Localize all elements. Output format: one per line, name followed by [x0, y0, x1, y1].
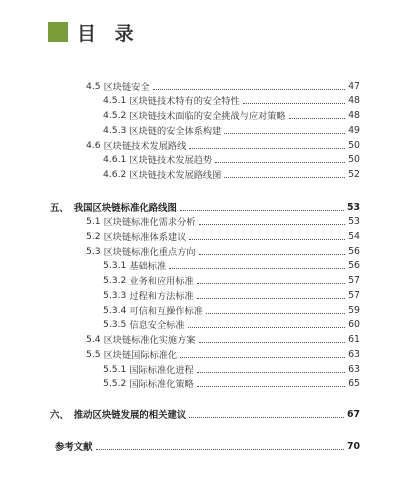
toc-page-number: 61	[348, 333, 360, 345]
toc-number: 4.6	[86, 139, 101, 151]
dot-leader	[224, 133, 345, 134]
toc-label: 信息安全标准	[129, 320, 185, 331]
toc-label: 国际标准化策略	[129, 379, 194, 390]
toc-number: 5.3.5	[103, 318, 127, 330]
toc-chapter-entry[interactable]	[50, 439, 360, 453]
toc-entry[interactable]	[86, 138, 360, 152]
toc-page-number: 54	[348, 230, 360, 242]
toc-number: 4.6.2	[103, 168, 127, 180]
toc-label: 国际标准化进程	[129, 365, 194, 376]
toc-entry[interactable]	[86, 332, 360, 346]
toc-number: 5.2	[86, 230, 101, 242]
toc-entry[interactable]	[103, 152, 360, 166]
toc-number: 4.5	[86, 80, 101, 92]
toc-page-number: 50	[348, 139, 360, 151]
toc-number: 4.5.3	[103, 124, 127, 136]
dot-leader	[224, 177, 345, 178]
dot-leader	[199, 224, 346, 225]
toc-page-number: 52	[348, 168, 360, 180]
toc-label: 推动区块链发展的相关建议	[73, 410, 187, 421]
toc-label: 区块链技术发展路线图	[129, 170, 222, 181]
toc-page-number: 47	[348, 80, 360, 92]
toc-page-number: 63	[348, 348, 360, 360]
toc-entry[interactable]	[86, 229, 360, 243]
toc-entry[interactable]	[103, 273, 360, 287]
toc-page-number: 59	[348, 304, 360, 316]
toc-entry[interactable]	[103, 123, 360, 137]
dot-leader	[189, 239, 345, 240]
toc-label: 区块链标准化需求分析	[103, 217, 196, 228]
toc-entry[interactable]	[103, 317, 360, 331]
toc-entry[interactable]	[103, 303, 360, 317]
dot-leader	[215, 162, 345, 163]
toc-entry[interactable]	[103, 93, 360, 107]
toc-label: 参考文献	[55, 442, 93, 453]
dot-leader	[243, 103, 345, 104]
toc-entry[interactable]	[103, 376, 360, 390]
toc-number: 5.3	[86, 245, 101, 257]
dot-leader	[197, 298, 345, 299]
dot-leader	[199, 342, 346, 343]
toc-entry[interactable]	[86, 79, 360, 93]
toc-label: 区块链的安全体系构建	[129, 126, 222, 137]
toc-label: 区块链技术特有的安全特性	[129, 96, 240, 107]
toc-label: 区块链国际标准化	[103, 350, 178, 361]
toc-page-number: 48	[348, 109, 360, 121]
toc-entry[interactable]	[86, 347, 360, 361]
dot-leader	[197, 372, 345, 373]
toc-number: 5.3.1	[103, 259, 127, 271]
dot-leader	[206, 313, 345, 314]
toc-number: 4.5.1	[103, 94, 127, 106]
toc-entry[interactable]	[103, 258, 360, 272]
toc-page-number: 53	[348, 215, 360, 227]
toc-label: 区块链标准化重点方向	[103, 247, 196, 258]
toc-label: 我国区块链标准化路线图	[73, 203, 177, 214]
dot-leader	[96, 449, 344, 450]
toc-number: 5.5.1	[103, 363, 127, 375]
toc-number: 六、	[50, 410, 69, 421]
toc-entry[interactable]	[86, 214, 360, 228]
toc-number: 4.5.2	[103, 109, 127, 121]
green-square-icon	[48, 22, 68, 42]
dot-leader	[153, 89, 346, 90]
toc-page-number: 48	[348, 94, 360, 106]
toc-header	[48, 22, 140, 45]
toc-number: 5.1	[86, 215, 101, 227]
dot-leader	[197, 386, 345, 387]
toc-entry[interactable]	[86, 244, 360, 258]
toc-chapter-entry[interactable]	[50, 200, 360, 214]
toc-number: 5.4	[86, 333, 101, 345]
toc-page-number: 67	[346, 408, 360, 420]
toc-entry[interactable]	[103, 108, 360, 122]
toc-number: 5.5	[86, 348, 101, 360]
dot-leader	[189, 417, 344, 418]
toc-number: 五、	[50, 203, 69, 214]
dot-leader	[180, 210, 344, 211]
toc-label: 业务和应用标准	[129, 276, 194, 287]
dot-leader	[289, 118, 345, 119]
toc-page-number: 60	[348, 318, 360, 330]
toc-label: 区块链安全	[103, 82, 150, 93]
toc-chapter-entry[interactable]	[50, 407, 360, 421]
toc-page-number: 56	[348, 259, 360, 271]
toc-page-number: 70	[346, 440, 360, 452]
toc-label: 区块链标准体系建议	[103, 232, 187, 243]
toc-number: 5.3.3	[103, 289, 127, 301]
toc-number: 5.5.2	[103, 377, 127, 389]
toc-label: 区块链标准化实施方案	[103, 335, 196, 346]
toc-page-number: 57	[348, 274, 360, 286]
dot-leader	[180, 357, 345, 358]
toc-page-number: 50	[348, 153, 360, 165]
toc-number: 5.3.2	[103, 274, 127, 286]
toc-label: 区块链技术发展路线	[103, 141, 187, 152]
toc-page-number: 57	[348, 289, 360, 301]
dot-leader	[197, 283, 345, 284]
toc-page-number: 49	[348, 124, 360, 136]
page-title: 目 录	[77, 22, 140, 45]
toc-number: 5.3.4	[103, 304, 127, 316]
dot-leader	[169, 268, 345, 269]
toc-entry[interactable]	[103, 167, 360, 181]
dot-leader	[189, 148, 345, 149]
dot-leader	[199, 254, 346, 255]
toc-page-number: 56	[348, 245, 360, 257]
dot-leader	[188, 327, 346, 328]
toc-label: 基础标准	[129, 261, 167, 272]
toc-label: 过程和方法标准	[129, 291, 194, 302]
toc-page-number: 63	[348, 363, 360, 375]
toc-number: 4.6.1	[103, 153, 127, 165]
toc-label: 可信和互操作标准	[129, 306, 203, 317]
toc-page-number: 53	[346, 201, 360, 213]
toc-entry[interactable]	[103, 288, 360, 302]
toc-label: 区块链技术发展趋势	[129, 155, 213, 166]
toc-entry[interactable]	[103, 362, 360, 376]
toc-page-number: 65	[348, 377, 360, 389]
toc-label: 区块链技术面临的安全挑战与应对策略	[129, 111, 286, 122]
